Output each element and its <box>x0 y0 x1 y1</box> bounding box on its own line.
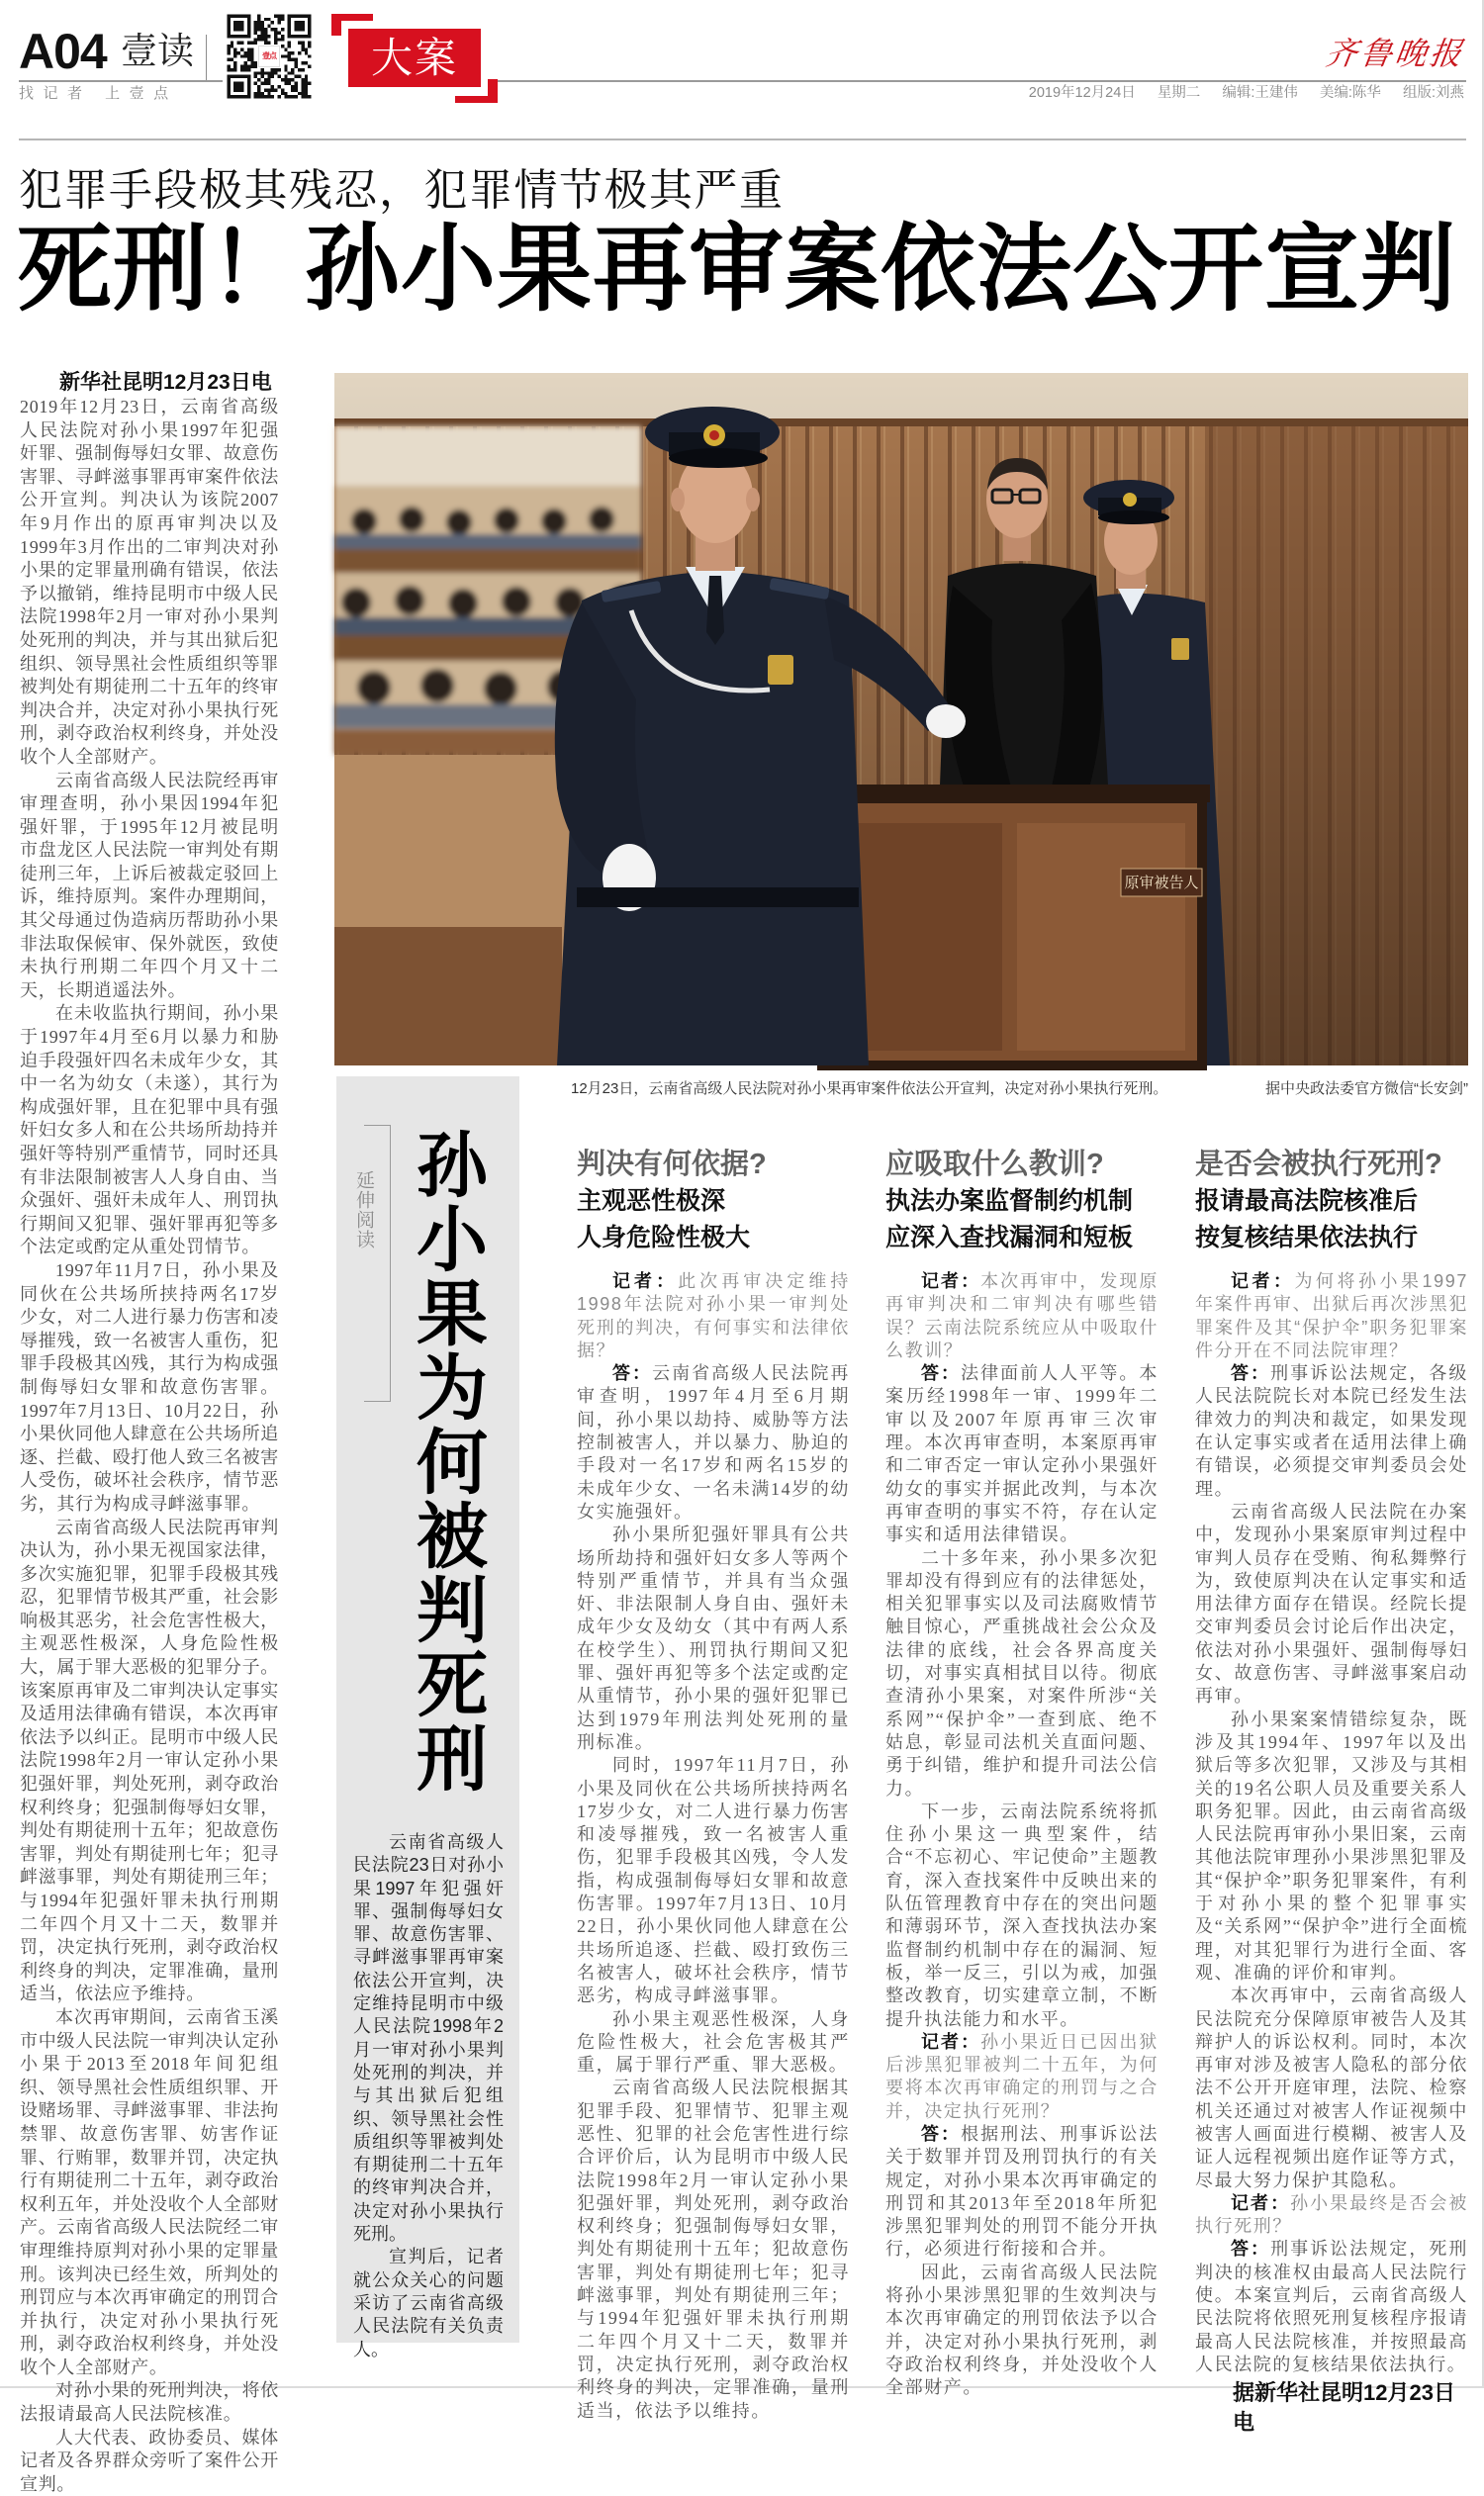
sidebar-paragraph: 宣判后，记者就公众关心的问题采访了云南省高级人民法院有关负责人。 <box>353 2247 504 2359</box>
article-paragraph: 1997年11月7日，孙小果及同伙在公共场所挟持两名17岁少女，对二人进行暴力伤害和凌辱摧残，致一名被害人重伤，犯罪手段极其凶残，其行为构成强制侮辱妇女罪和故意伤害罪。1997年7月13日、10月22日，孙小果伙同他人肆意在公共场所追逐、拦截、殴打他人致三名被害人受伤，破坏社会秩序，情节恶劣，其行为构成寻衅滋事罪。 <box>20 1259 279 1514</box>
qa-question-title: 是否会被执行死刑? <box>1195 1149 1442 1180</box>
qr-code <box>224 11 315 102</box>
answer-paragraph: 本次再审中，云南省高级人民法院充分保障原审被告人及其辩护人的诉讼权利。同时，本次再审对涉及被害人隐私的部分依法不公开开庭审理，法院、检察机关还通过对被害人作证视频中被害人画面进行模糊、被害人及证人远程视频出庭作证等方式，尽最大努力保护其隐私。 <box>1195 1986 1468 2190</box>
page-number: A04 <box>19 24 107 79</box>
tag-bracket-top-left-vertical <box>331 14 341 36</box>
reporter-label: 记者： <box>921 1271 981 1291</box>
qa-section-basis <box>577 1146 850 2423</box>
column-tag: 大案 <box>348 29 481 87</box>
question-text: 此次再审决定维持1998年法院对孙小果一审判处死刑的判决，有何事实和法律依据？ <box>577 1271 850 1360</box>
article-paragraph: 本次再审期间，云南省玉溪市中级人民法院一审判决认定孙小果于2013至2018年间犯组织、领导黑社会性质组织罪、开设赌场罪、寻衅滋事罪、非法拘禁罪、故意伤害罪、妨害作证罪、行贿罪，数罪并罚，决定执行有期徒刑二十五年，剥夺政治权利五年，并处没收个人全部财产。云南省高级人民法院经二审审理维持原判对孙小果的定罪量刑。该判决已经生效，所判处的刑罚应与本次再审确定的刑罚合并执行，决定对孙小果执行死刑，剥夺政治权利终身，并处没收个人全部财产。 <box>20 2006 279 2377</box>
answer-label: 答： <box>921 2123 962 2144</box>
answer-paragraph: 下一步，云南法院系统将抓住孙小果这一典型案件，结合“不忘初心、牢记使命”主题教育，深入查找案件中反映出来的队伍管理教育中存在的突出问题和薄弱环节，深入查找执法办案监督制约机制中存在的漏洞、短板，举一反三，引以为戒，加强整改教育，切实建章立制，不断提升执法能力和水平。 <box>885 1801 1159 2029</box>
courtroom-photo <box>334 373 1468 1065</box>
reporter-label: 记者： <box>921 2031 981 2052</box>
answer-label: 答： <box>612 1363 653 1384</box>
question-text: 为何将孙小果1997年案件再审、出狱后再次涉黑犯罪案件及其“保护伞”职务犯罪案件分开在不同法院审理？ <box>1195 1271 1468 1360</box>
dock-sign-text: 原审被告人 <box>1124 874 1199 891</box>
reporter-question <box>1195 1270 1468 1362</box>
headline-title: 死刑！孙小果再审案依法公开宣判 <box>17 217 1456 323</box>
defendant-dock <box>814 785 1210 1065</box>
issue-weekday: 星期二 <box>1157 85 1201 101</box>
article-paragraph: 在未收监执行期间，孙小果于1997年4月至6月以暴力和胁迫手段强奸四名未成年少女，其中一名为幼女（未遂），其行为构成强奸罪，且在犯罪中具有强奸妇女多人和在公共场所劫持并强奸等特别严重情节，同时还具有非法限制被害人人身自由、当众强奸、强奸未成年人、刑罚执行期间又犯罪、强奸罪再犯等多个法定或酌定从重处罚情节。 <box>20 1003 279 1257</box>
answer-paragraph: 云南省高级人民法院根据其犯罪手段、犯罪情节、犯罪主观恶性、犯罪的社会危害性进行综合评价后，认为昆明市中级人民法院1998年2月一审认定孙小果犯强奸罪，判处死刑，剥夺政治权利终身；犯强制侮辱妇女罪，判处有期徒刑十五年；犯故意伤害罪，判处有期徒刑七年；犯寻衅滋事罪，判处有期徒刑三年；与1994年犯强奸罪未执行刑期二年四个月又十二天，数罪并罚，决定执行死刑，剥夺政治权利终身的判决，定罪准确，量刑适当，依法予以维持。 <box>577 2078 850 2421</box>
sidebar-paragraph: 云南省高级人民法院23日对孙小果1997年犯强奸罪、强制侮辱妇女罪、故意伤害罪、寻衅滋事罪再审案依法公开宣判，决定维持昆明市中级人民法院1998年2月一审对孙小果判处死刑的判决，并与其出狱后犯组织、领导黑社会性质组织等罪被判处有期徒刑二十五年的终审判决合并，决定对孙小果执行死刑。 <box>353 1832 504 2245</box>
answer-text: 云南省高级人民法院再审查明，1997年4月至6月期间，孙小果以劫持、威胁等方法控制被害人，并以暴力、胁迫的手段对一名17岁和两名15岁的未成年少女、一名未满14岁的幼女实施强奸。 <box>577 1363 851 1522</box>
sidebar-intro <box>353 1831 504 2361</box>
answer-text: 刑事诉讼法规定，死刑判决的核准权由最高人民法院行使。本案宣判后，云南省高级人民法院将依照死刑复核程序报请最高人民法院核准，并按照最高人民法院的复核结果依法执行。 <box>1195 2239 1469 2374</box>
main-article <box>20 370 279 2496</box>
answer-paragraph: 云南省高级人民法院在办案中，发现孙小果案原审判过程中审判人员存在受贿、徇私舞弊行为，致使原判决在认定事实和适用法律方面存在错误。经院长提交审判委员会讨论后作出决定，依法对孙小果强奸、强制侮辱妇女、故意伤害、寻衅滋事案启动再审。 <box>1195 1501 1468 1707</box>
qa-body <box>1195 1270 1468 2376</box>
answer-label: 答： <box>1231 1363 1271 1384</box>
answer-paragraph: 孙小果主观恶性极深，人身危险性极大，社会危害极其严重，属于罪行严重、罪大恶极。 <box>577 2008 850 2076</box>
qa-body <box>577 1270 850 2423</box>
qa-subtitle: 报请最高法院核准后 <box>1195 1187 1419 1215</box>
layout-editor-credit: 组版:刘燕 <box>1402 85 1464 101</box>
sidebar-label-bracket <box>364 1125 391 1402</box>
qa-subtitle: 人身危险性极大 <box>577 1224 751 1251</box>
question-text: 孙小果近日已因出狱后涉黑犯罪被判二十五年，为何要将本次再审确定的刑罚与之合并，决定执行死刑？ <box>885 2031 1159 2121</box>
editor-credit: 编辑:王建伟 <box>1222 85 1298 101</box>
article-paragraph: 2019年12月23日，云南省高级人民法院对孙小果1997年犯强奸罪、强制侮辱妇女罪、故意伤害罪、寻衅滋事罪再审案件依法公开宣判。判决认为该院2007年9月作出的原再审判决以及1999年3月作出的二审判决对孙小果的定罪量刑确有错误，依法予以撤销，维持昆明市中级人民法院1998年2月一审对孙小果判处死刑的判决，并与其出狱后犯组织、领导黑社会性质组织等罪被判处有期徒刑二十五年的终审判决合并，决定对孙小果执行死刑，剥夺政治权利终身，并处没收个人全部财产。 <box>20 397 279 767</box>
news-photo <box>334 373 1468 1065</box>
answer-text: 法律面前人人平等。本案历经1998年一审、1999年二审以及2007年原再审三次审理。本次再审查明，本案原再审和二审否定一审认定孙小果强奸幼女的事实并据此改判，与本次再审查明的事实不符，存在认定事实和适用法律错误。 <box>885 1363 1159 1545</box>
answer-text: 刑事诉讼法规定，各级人民法院院长对本院已经发生法律效力的判决和裁定，如果发现在认定事实或者在适用法律上确有错误，必须提交审判委员会处理。 <box>1195 1363 1469 1499</box>
photo-caption <box>571 1079 1468 1099</box>
qa-subtitle: 按复核结果依法执行 <box>1195 1224 1419 1251</box>
sidebar-label: 延伸阅读 <box>353 1170 374 1249</box>
answer-paragraph: 二十多年来，孙小果多次犯罪却没有得到应有的法律惩处，相关犯罪事实以及司法腐败情节触目惊心，严重挑战社会公众及法律的底线，社会各界高度关切，对事实真相拭目以待。彻底查清孙小果案，对案件所涉“关系网”“保护伞”一查到底、绝不姑息，彰显司法机关直面问题、勇于纠错，维护和提升司法公信力。 <box>885 1547 1159 1799</box>
question-text: 孙小果最终是否会被执行死刑？ <box>1195 2192 1468 2237</box>
police-badge-icon <box>768 655 793 685</box>
question-text: 本次再审中，发现原再审判决和二审判决有哪些错误？云南法院系统应从中吸取什么教训？ <box>885 1271 1159 1360</box>
qa-question-title: 判决有何依据? <box>577 1149 767 1180</box>
answer-paragraph: 孙小果案案情错综复杂，既涉及其1994年、1997年以及出狱后等多次犯罪，又涉及与其相关的19名公职人员及重要关系人职务犯罪。因此，由云南省高级人民法院再审孙小果旧案，云南其他法院审理孙小果涉黑犯罪及其“保护伞”职务犯罪案件，有利于对孙小果的整个犯罪事实及“关系网”“保护伞”进行全面梳理，对其犯罪行为进行全面、客观、准确的评价和审判。 <box>1195 1709 1468 1983</box>
article-paragraph: 对孙小果的死刑判决，将依法报请最高人民法院核准。 <box>20 2380 279 2425</box>
answer-paragraph: 因此，云南省高级人民法院将孙小果涉黑犯罪的生效判决与本次再审确定的刑罚依法予以合并，决定对孙小果执行死刑，剥夺政治权利终身，并处没收个人全部财产。 <box>885 2262 1159 2398</box>
answer-text: 根据刑法、刑事诉讼法关于数罪并罚及刑罚执行的有关规定，对孙小果本次再审确定的刑罚和其2013年至2018年所犯涉黑犯罪判处的刑罚不能分开执行，必须进行衔接和合并。 <box>885 2123 1159 2260</box>
article-body <box>20 396 279 2496</box>
photo-caption-text: 12月23日，云南省高级人民法院对孙小果再审案件依法公开宣判，决定对孙小果执行死刑。 <box>571 1080 1168 1097</box>
header-rule-right <box>497 80 1466 82</box>
article-paragraph: 云南省高级人民法院再审判决认为，孙小果无视国家法律，多次实施犯罪，犯罪手段极其残忍，犯罪情节极其严重，社会影响极其恶劣，社会危害性极大，主观恶性极深，人身危险性极大，属于罪大恶极的犯罪分子。该案原再审及二审判决认定事实及适用法律确有错误，本次再审依法予以纠正。昆明市中级人民法院1998年2月一审认定孙小果犯强奸罪，判处死刑，剥夺政治权利终身；犯强制侮辱妇女罪，判处有期徒刑十五年；犯故意伤害罪，判处有期徒刑七年；犯寻衅滋事罪，判处有期徒刑三年；与1994年犯强奸罪未执行刑期二年四个月又十二天，数罪并罚，决定执行死刑，剥夺政治权利终身的判决，定罪准确，量刑适当，依法应予维持。 <box>20 1517 279 2004</box>
qa-section-execution <box>1195 1146 1468 2438</box>
art-editor-credit: 美编:陈华 <box>1319 85 1381 101</box>
headline-kicker: 犯罪手段极其残忍，犯罪情节极其严重 <box>19 166 785 215</box>
official-answer <box>885 2123 1159 2262</box>
qa-subtitle: 应深入查找漏洞和短板 <box>885 1224 1134 1251</box>
sidebar-title: 孙小果为何被判死刑 <box>406 1128 485 1796</box>
answer-paragraph: 孙小果所犯强奸罪具有公共场所劫持和强奸妇女多人等两个特别严重情节，并具有当众强奸、非法限制人身自由、强奸未成年少女及幼女（其中有两人系在校学生）、刑罚执行期间又犯罪、强奸再犯等多个法定或酌定从重情节，孙小果的强奸犯罪已达到1979年刑法判处死刑的量刑标准。 <box>577 1525 850 1752</box>
header-rule-left <box>19 80 223 82</box>
reporter-label: 记者： <box>612 1271 679 1291</box>
answer-label: 答： <box>1231 2239 1271 2260</box>
official-answer <box>577 1362 850 1524</box>
answer-paragraph: 同时，1997年11月7日，孙小果及同伙在公共场所挟持两名17岁少女，对二人进行暴力伤害和凌辱摧残，致一名被害人重伤，犯罪手段极其凶残，令人发指，构成强制侮辱妇女罪和故意伤害罪。1997年7月13日、10月22日，孙小果伙同他人肆意在公共场所追逐、拦截、殴打致伤三名被害人，破坏社会秩序，情节恶劣，构成寻衅滋事罪。 <box>577 1755 850 2006</box>
reporter-label: 记者： <box>1231 1271 1295 1291</box>
masthead-logo: 齐鲁晚报 <box>1323 35 1467 72</box>
dock-sign <box>1121 869 1202 896</box>
qa-question-title: 应吸取什么教训? <box>885 1149 1104 1180</box>
official-answer <box>1195 2238 1468 2376</box>
article-paragraph: 人大代表、政协委员、媒体记者及各界群众旁听了案件公开宣判。 <box>20 2427 279 2494</box>
reporter-question <box>885 2031 1159 2123</box>
tag-bracket-bottom-right-vertical <box>488 79 498 103</box>
header-separator <box>206 35 207 81</box>
official-answer <box>885 1362 1159 1546</box>
further-reading-sidebar <box>336 1076 519 2359</box>
issue-date: 2019年12月24日 <box>1028 85 1136 101</box>
article-sign-off: 据新华社昆明12月23日电 <box>1233 2380 1455 2436</box>
qa-body <box>885 1270 1159 2400</box>
qa-section-lessons <box>885 1146 1159 2400</box>
reporter-question <box>1195 2192 1468 2239</box>
issue-dateline <box>1029 84 1464 102</box>
qr-center-logo: 壹点 <box>258 46 280 67</box>
header-divider <box>19 139 1466 140</box>
photo-credit: 据中央政法委官方微信“长安剑” <box>1265 1080 1468 1097</box>
section-name: 壹读 <box>121 31 194 71</box>
reporter-label: 记者： <box>1231 2192 1291 2213</box>
article-dateline: 新华社昆明12月23日电 <box>59 371 272 394</box>
reporter-question <box>577 1270 850 1362</box>
reporter-question <box>885 1270 1159 1362</box>
article-paragraph: 云南省高级人民法院经再审审理查明，孙小果因1994年犯强奸罪，于1995年12月被昆明市盘龙区人民法院一审判处有期徒刑三年，上诉后被裁定驳回上诉，维持原判。案件办理期间，其父母通过伪造病历帮助孙小果非法取保候审、保外就医，致使未执行刑期二年四个月又十二天，长期逍遥法外。 <box>20 770 279 1000</box>
qa-subtitle: 执法办案监督制约机制 <box>885 1187 1134 1215</box>
answer-label: 答： <box>921 1363 962 1384</box>
qa-subtitle: 主观恶性极深 <box>577 1187 726 1215</box>
header-slogan: 找记者 上壹点 <box>19 85 178 102</box>
official-answer <box>1195 1362 1468 1501</box>
